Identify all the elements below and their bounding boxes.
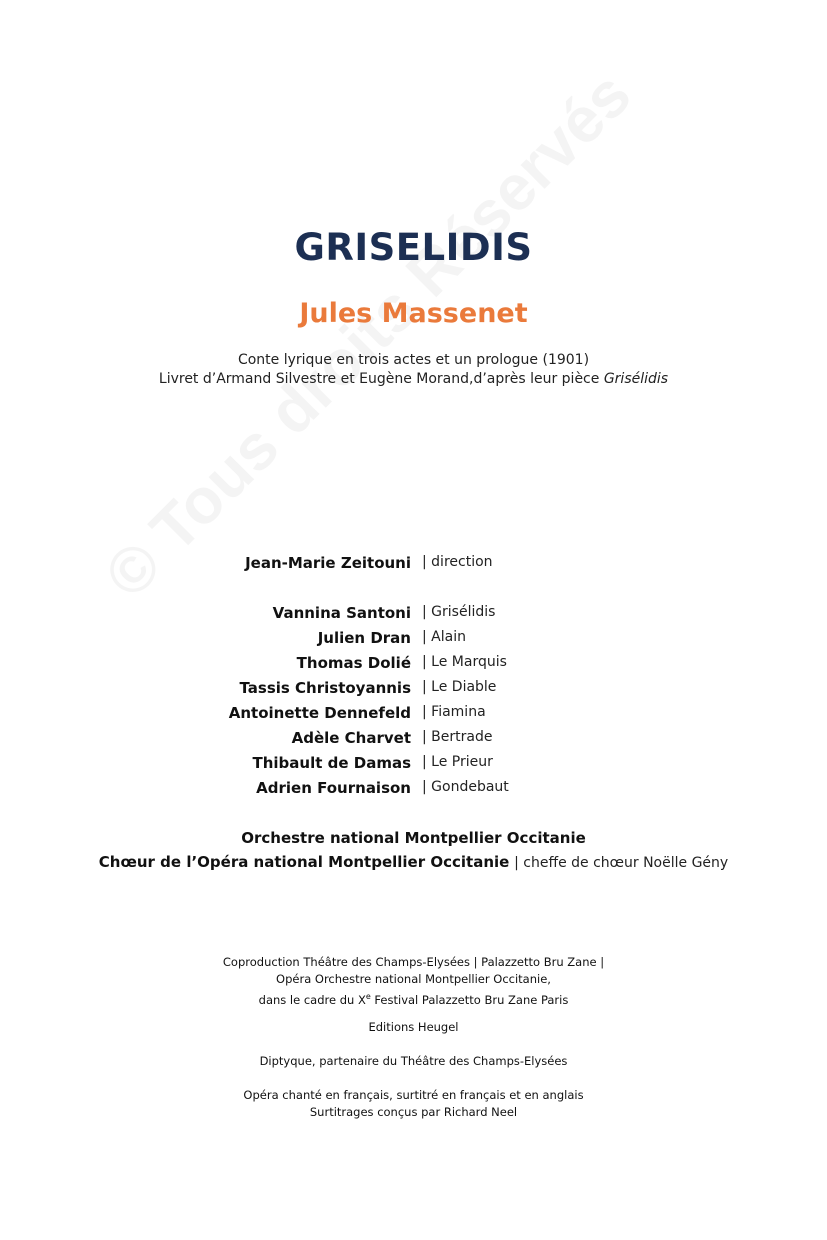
singer-role: | Le Diable: [422, 679, 497, 695]
cast-row: [0, 779, 827, 801]
coproduction-line-3: dans le cadre du Xe Festival Palazzetto Bru Zane Paris: [258, 992, 569, 1007]
coproduction-credits: [0, 954, 827, 1009]
subtitle-line-1: Conte lyrique en trois actes et un prologue (1901): [237, 352, 590, 368]
coproduction-line-2: Opéra Orchestre national Montpellier Occitanie,: [276, 972, 551, 986]
cast-row: [0, 704, 827, 726]
singer-name: Tassis Christoyannis: [239, 679, 411, 697]
subtitle-line-2-text: Livret d’Armand Silvestre et Eugène Morand,d’après leur pièce: [158, 371, 604, 387]
singer-name: Vannina Santoni: [272, 604, 411, 622]
conductor-role: | direction: [422, 554, 493, 570]
choir-director: | cheffe de chœur Noëlle Gény: [514, 855, 729, 871]
singer-role: | Bertrade: [422, 729, 493, 745]
singer-role: | Grisélidis: [422, 604, 496, 620]
ensembles-block: [0, 826, 827, 875]
coproduction-line-1: Coproduction Théâtre des Champs-Elysées | Palazzetto Bru Zane |: [222, 955, 605, 969]
cast-row: [0, 754, 827, 776]
cast-row: [0, 654, 827, 676]
conductor-name: Jean-Marie Zeitouni: [245, 554, 411, 572]
cast-row: [0, 729, 827, 751]
singer-name: Thibault de Damas: [252, 754, 411, 772]
language-credits: [0, 1087, 827, 1121]
singer-name: Antoinette Dennefeld: [228, 704, 411, 722]
singer-role: | Fiamina: [422, 704, 486, 720]
language-line-1: Opéra chanté en français, surtitré en français et en anglais: [243, 1088, 584, 1102]
subtitle-work-title: Grisélidis: [603, 371, 669, 387]
cast-row: [0, 604, 827, 626]
conductor-row: [0, 554, 827, 576]
opera-title: GRISELIDIS: [294, 226, 533, 269]
singer-name: Thomas Dolié: [296, 654, 411, 672]
orchestra-name: Orchestre national Montpellier Occitanie: [241, 829, 586, 847]
opera-subtitle: [0, 351, 827, 389]
publisher-credit: Editions Heugel: [368, 1020, 459, 1034]
partner-credit: Diptyque, partenaire du Théâtre des Champs-Elysées: [259, 1054, 568, 1068]
singer-role: | Gondebaut: [422, 779, 509, 795]
singer-role: | Le Prieur: [422, 754, 493, 770]
composer-name: Jules Massenet: [299, 298, 528, 329]
singer-role: | Alain: [422, 629, 466, 645]
singer-name: Adrien Fournaison: [256, 779, 411, 797]
subtitle-line-2: [0, 370, 827, 389]
language-line-2: Surtitrages conçus par Richard Neel: [309, 1105, 518, 1119]
choir-line: [0, 850, 827, 875]
singer-name: Adèle Charvet: [291, 729, 411, 747]
cast-row: [0, 679, 827, 701]
copyright-watermark: [90, 57, 645, 612]
cast-row: [0, 629, 827, 651]
choir-name: Chœur de l’Opéra national Montpellier Occitanie: [98, 853, 510, 871]
singer-role: | Le Marquis: [422, 654, 507, 670]
singer-name: Julien Dran: [317, 629, 411, 647]
